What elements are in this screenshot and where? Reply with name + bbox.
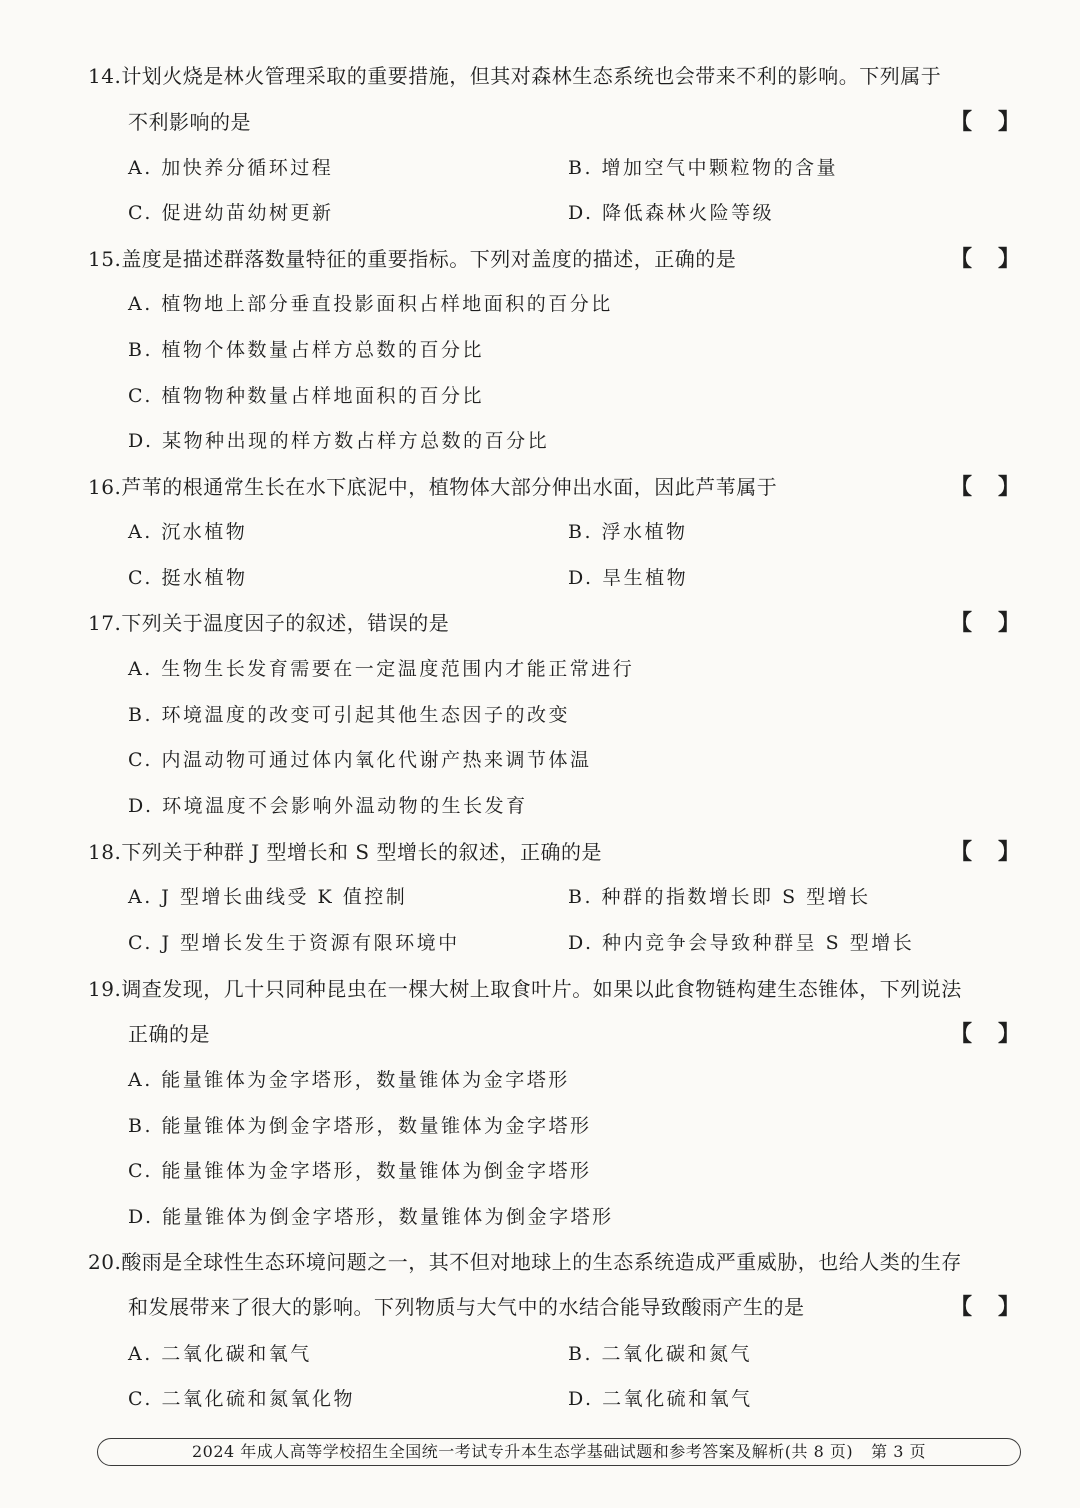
question-stem-line bbox=[88, 473, 777, 501]
question-stem-line bbox=[88, 838, 602, 866]
option-c: C. 促进幼苗幼树更新 bbox=[128, 202, 334, 224]
option-b: B. 植物个体数量占样方总数的百分比 bbox=[128, 339, 485, 361]
question-stem-line bbox=[88, 245, 736, 273]
option-a: A. 沉水植物 bbox=[128, 521, 248, 543]
question-stem-line bbox=[88, 609, 449, 637]
option-d: D. 某物种出现的样方数占样方总数的百分比 bbox=[128, 430, 550, 452]
option-b: B. 能量锥体为倒金字塔形，数量锥体为金字塔形 bbox=[128, 1115, 592, 1137]
option-b: B. 增加空气中颗粒物的含量 bbox=[568, 157, 839, 179]
option-a: A. 加快养分循环过程 bbox=[128, 157, 334, 179]
option-d: D. 能量锥体为倒金字塔形，数量锥体为倒金字塔形 bbox=[128, 1206, 614, 1228]
option-d: D. 种内竞争会导致种群呈 S 型增长 bbox=[568, 932, 915, 954]
question-number: 20. bbox=[88, 1250, 122, 1274]
question-number: 17. bbox=[88, 611, 122, 635]
option-c: C. 能量锥体为金字塔形，数量锥体为倒金字塔形 bbox=[128, 1160, 592, 1182]
option-d: D. 二氧化硫和氧气 bbox=[568, 1388, 753, 1410]
question-stem-text: 盖度是描述群落数量特征的重要指标。下列对盖度的描述，正确的是 bbox=[121, 247, 737, 271]
question-stem-text: 下列关于种群 J 型增长和 S 型增长的叙述，正确的是 bbox=[121, 840, 602, 864]
footer-title: 2024 年成人高等学校招生全国统一考试专升本生态学基础试题和参考答案及解析(共 8 页) bbox=[191, 1442, 854, 1461]
question-number: 15. bbox=[88, 247, 122, 271]
question-number: 14. bbox=[88, 64, 122, 88]
option-b: B. 二氧化碳和氮气 bbox=[568, 1343, 753, 1365]
option-a: A. 能量锥体为金字塔形，数量锥体为金字塔形 bbox=[128, 1069, 570, 1091]
option-c: C. 植物物种数量占样地面积的百分比 bbox=[128, 385, 484, 407]
question-stem-line: 不利影响的是 bbox=[128, 110, 251, 134]
question-number: 16. bbox=[88, 475, 122, 499]
question-number: 18. bbox=[88, 840, 122, 864]
question-stem-line bbox=[88, 62, 941, 90]
option-d: D. 旱生植物 bbox=[568, 567, 689, 589]
option-d: D. 环境温度不会影响外温动物的生长发育 bbox=[128, 795, 528, 817]
question-stem-text: 调查发现，几十只同种昆虫在一棵大树上取食叶片。如果以此食物链构建生态锥体，下列说法 bbox=[121, 977, 962, 1001]
question-stem-line bbox=[88, 1248, 962, 1276]
option-b: B. 环境温度的改变可引起其他生态因子的改变 bbox=[128, 704, 571, 726]
option-c: C. 挺水植物 bbox=[128, 567, 248, 589]
page-number: 第 3 页 bbox=[871, 1442, 926, 1461]
option-c: C. 二氧化硫和氮氧化物 bbox=[128, 1388, 355, 1410]
option-a: A. 植物地上部分垂直投影面积占样地面积的百分比 bbox=[128, 293, 613, 315]
question-stem-text: 芦苇的根通常生长在水下底泥中，植物体大部分伸出水面，因此芦苇属于 bbox=[121, 475, 778, 499]
option-d: D. 降低森林火险等级 bbox=[568, 202, 775, 224]
question-stem-line: 正确的是 bbox=[128, 1022, 210, 1046]
exam-page: 14.计划火烧是林火管理采取的重要措施，但其对森林生态系统也会带来不利的影响。下列属于 不利影响的是 【 】 A. 加快养分循环过程 B. 增加空气中颗粒物的含量 C. 促进幼苗幼树更新 D. 降低森林火险等级 15.盖度是描述群落数量特征的重要指标。下列对盖度的描述，正确的是 【 】 A. 植物地上部分垂直投影面积占样地面积的百分比 B. 植物个体数量占样方总数的百分比 C. 植物物种数量占样地面积的百分比 D. 某物种出现的样方数占样方总数的百分比 16.芦苇的根通常生长在水下底泥中，植物体大部分伸出水面，因此芦苇属于 【 】 A. 沉水植物 B. 浮水植物 C. 挺水植物 D. 旱生植物 17.下列关于温度因子的叙述，错误的是 【 】 A. 生物生长发育需要在一定温度范围内才能正常进行 B. 环境温度的改变可引起其他生态因子的改变 C. 内温动物可通过体内氧化代谢产热来调节体温 D. 环境温度不会影响外温动物的生长发育 18.下列关于种群 J 型增长和 S 型增长的叙述，正确的是 【 】 A. J 型增长曲线受 K 值控制 B. 种群的指数增长即 S 型增长 C. J 型增长发生于资源有限环境中 D. 种内竞争会导致种群呈 S 型增长 19.调查发现，几十只同种昆虫在一棵大树上取食叶片。如果以此食物链构建生态锥体，下列说法 正确的是 【 】 A. 能量锥体为金字塔形，数量锥体为金字塔形 B. 能量锥体为倒金字塔形，数量锥体为金字塔形 C. 能量锥体为金字塔形，数量锥体为倒金字塔形 D. 能量锥体为倒金字塔形，数量锥体为倒金字塔形 20.酸雨是全球性生态环境问题之一，其不但对地球上的生态系统造成严重威胁，也给人类的生存 和发展带来了很大的影响。下列物质与大气中的水结合能导致酸雨产生的是 【 】 A. 二氧化碳和氧气 B. 二氧化碳和氮气 C. 二氧化硫和氮氧化物 D. 二氧化硫和氧气 2024 年成人高等学校招生全国统一考试专升本生态学基础试题和参考答案及解析(共 8 页) 第 3 页 bbox=[0, 0, 1080, 1508]
page-footer bbox=[97, 1438, 1021, 1466]
question-stem-line: 和发展带来了很大的影响。下列物质与大气中的水结合能导致酸雨产生的是 bbox=[128, 1295, 805, 1319]
option-c: C. J 型增长发生于资源有限环境中 bbox=[128, 932, 460, 954]
option-a: A. J 型增长曲线受 K 值控制 bbox=[128, 886, 408, 908]
option-a: A. 二氧化碳和氧气 bbox=[128, 1343, 312, 1365]
question-stem-line bbox=[88, 975, 962, 1003]
option-b: B. 浮水植物 bbox=[568, 521, 688, 543]
question-number: 19. bbox=[88, 977, 122, 1001]
question-stem-text: 下列关于温度因子的叙述，错误的是 bbox=[121, 611, 450, 635]
option-b: B. 种群的指数增长即 S 型增长 bbox=[568, 886, 871, 908]
question-stem-text: 酸雨是全球性生态环境问题之一，其不但对地球上的生态系统造成严重威胁，也给人类的生存 bbox=[121, 1250, 962, 1274]
option-a: A. 生物生长发育需要在一定温度范围内才能正常进行 bbox=[128, 658, 635, 680]
option-c: C. 内温动物可通过体内氧化代谢产热来调节体温 bbox=[128, 749, 592, 771]
question-stem-text: 计划火烧是林火管理采取的重要措施，但其对森林生态系统也会带来不利的影响。下列属于 bbox=[121, 64, 942, 88]
